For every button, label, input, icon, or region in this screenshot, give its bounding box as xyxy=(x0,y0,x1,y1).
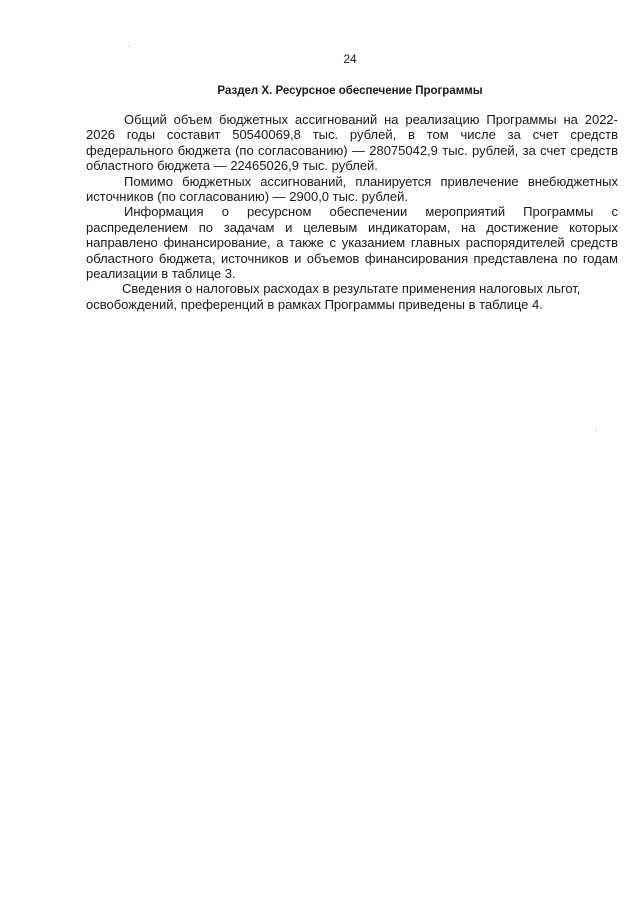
paragraph-extra-budget: Помимо бюджетных ассигнований, планируется привлечение внебюджетных источников (по согласованию) — 2900,0 тыс. рублей. xyxy=(86,173,618,205)
scan-speck xyxy=(129,46,130,47)
paragraph-resource-info: Информация о ресурсном обеспечении мероприятий Программы с распределением по задачам и целевым индикаторам, на достижение которых направлено финансирование, а также с указанием главных распорядителей средств областного бюджета, источников и объемов финансирования представлена по годам реализации в таблице 3. xyxy=(86,204,618,282)
page-number: 24 xyxy=(343,52,357,66)
scan-speck xyxy=(596,430,597,431)
section-title: Раздел X. Ресурсное обеспечение Программы xyxy=(217,85,483,97)
section-body xyxy=(86,112,618,312)
paragraph-tax-expenses: Сведения о налоговых расходах в результате применения налоговых льгот, освобождений, преференций в рамках Программы приведены в таблице 4. xyxy=(86,281,581,312)
paragraph-budget-total: Общий объем бюджетных ассигнований на реализацию Программы на 2022-2026 годы составит 50540069,8 тыс. рублей, в том числе за счет средств федерального бюджета (по согласованию) — 28075042,9 тыс. рублей, за счет средств областного бюджета — 22465026,9 тыс. рублей. xyxy=(86,112,618,174)
